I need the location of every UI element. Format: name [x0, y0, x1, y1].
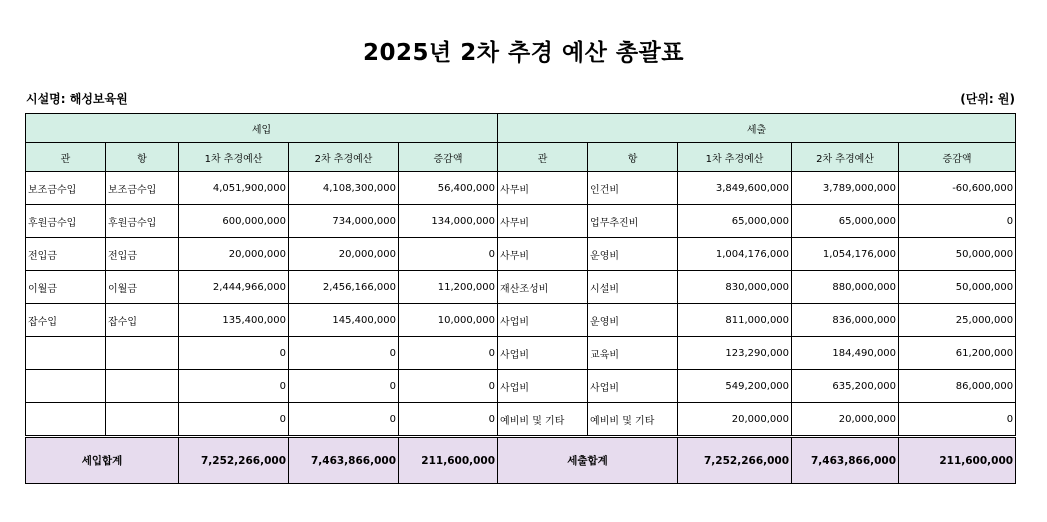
revenue-total-label: 세입합계 [26, 437, 179, 484]
revenue-first-cell: 2,444,966,000 [179, 271, 289, 304]
expense-first-cell: 1,004,176,000 [678, 238, 792, 271]
expense-total-second: 7,463,866,000 [792, 437, 899, 484]
revenue-gwan-cell: 보조금수입 [26, 172, 106, 205]
revenue-diff-cell: 0 [399, 403, 498, 437]
expense-total-first: 7,252,266,000 [678, 437, 792, 484]
col-header: 관 [498, 143, 588, 172]
col-header: 항 [106, 143, 179, 172]
expense-diff-cell: 61,200,000 [899, 337, 1016, 370]
revenue-hang-cell [106, 403, 179, 437]
expense-gwan-cell: 예비비 및 기타 [498, 403, 588, 437]
expense-group-header: 세출 [498, 114, 1016, 143]
revenue-gwan-cell [26, 403, 106, 437]
revenue-gwan-cell [26, 337, 106, 370]
expense-second-cell: 184,490,000 [792, 337, 899, 370]
revenue-first-cell: 135,400,000 [179, 304, 289, 337]
expense-second-cell: 635,200,000 [792, 370, 899, 403]
revenue-hang-cell: 전입금 [106, 238, 179, 271]
revenue-diff-cell: 0 [399, 370, 498, 403]
col-header: 항 [588, 143, 678, 172]
revenue-second-cell: 0 [289, 370, 399, 403]
revenue-gwan-cell: 후원금수입 [26, 205, 106, 238]
col-header: 1차 추경예산 [678, 143, 792, 172]
revenue-total-first: 7,252,266,000 [179, 437, 289, 484]
revenue-hang-cell: 보조금수입 [106, 172, 179, 205]
expense-first-cell: 811,000,000 [678, 304, 792, 337]
expense-second-cell: 880,000,000 [792, 271, 899, 304]
col-header: 증감액 [399, 143, 498, 172]
revenue-hang-cell: 잡수입 [106, 304, 179, 337]
revenue-first-cell: 4,051,900,000 [179, 172, 289, 205]
revenue-second-cell: 4,108,300,000 [289, 172, 399, 205]
expense-total-diff: 211,600,000 [899, 437, 1016, 484]
revenue-total-second: 7,463,866,000 [289, 437, 399, 484]
revenue-hang-cell: 이월금 [106, 271, 179, 304]
revenue-first-cell: 0 [179, 403, 289, 437]
facility-name: 시설명: 해성보육원 [26, 92, 128, 106]
revenue-gwan-cell [26, 370, 106, 403]
col-header: 관 [26, 143, 106, 172]
expense-first-cell: 20,000,000 [678, 403, 792, 437]
revenue-total-diff: 211,600,000 [399, 437, 498, 484]
expense-first-cell: 3,849,600,000 [678, 172, 792, 205]
table-row [26, 205, 1016, 238]
revenue-diff-cell: 10,000,000 [399, 304, 498, 337]
expense-gwan-cell: 사업비 [498, 337, 588, 370]
revenue-diff-cell: 0 [399, 337, 498, 370]
page-title: 2025년 2차 추경 예산 총괄표 [362, 40, 684, 66]
revenue-group-header: 세입 [26, 114, 498, 143]
revenue-second-cell: 20,000,000 [289, 238, 399, 271]
revenue-first-cell: 0 [179, 370, 289, 403]
revenue-second-cell: 145,400,000 [289, 304, 399, 337]
col-header: 2차 추경예산 [289, 143, 399, 172]
table-row [26, 304, 1016, 337]
expense-gwan-cell: 사업비 [498, 370, 588, 403]
expense-gwan-cell: 사무비 [498, 238, 588, 271]
table-row [26, 271, 1016, 304]
revenue-diff-cell: 11,200,000 [399, 271, 498, 304]
expense-second-cell: 65,000,000 [792, 205, 899, 238]
expense-hang-cell: 운영비 [588, 238, 678, 271]
table-row [26, 337, 1016, 370]
revenue-first-cell: 0 [179, 337, 289, 370]
unit-label: (단위: 원) [960, 92, 1015, 106]
expense-hang-cell: 예비비 및 기타 [588, 403, 678, 437]
revenue-second-cell: 0 [289, 337, 399, 370]
revenue-second-cell: 2,456,166,000 [289, 271, 399, 304]
revenue-gwan-cell: 전입금 [26, 238, 106, 271]
expense-diff-cell: 0 [899, 403, 1016, 437]
budget-summary-table [25, 113, 1016, 484]
revenue-diff-cell: 0 [399, 238, 498, 271]
revenue-first-cell: 600,000,000 [179, 205, 289, 238]
expense-hang-cell: 인건비 [588, 172, 678, 205]
table-row [26, 370, 1016, 403]
revenue-gwan-cell: 이월금 [26, 271, 106, 304]
revenue-first-cell: 20,000,000 [179, 238, 289, 271]
expense-gwan-cell: 사업비 [498, 304, 588, 337]
table-row [26, 172, 1016, 205]
table-row [26, 238, 1016, 271]
revenue-diff-cell: 56,400,000 [399, 172, 498, 205]
col-header: 2차 추경예산 [792, 143, 899, 172]
revenue-hang-cell [106, 370, 179, 403]
expense-second-cell: 1,054,176,000 [792, 238, 899, 271]
expense-first-cell: 830,000,000 [678, 271, 792, 304]
table-row [26, 403, 1016, 437]
revenue-second-cell: 734,000,000 [289, 205, 399, 238]
col-header: 1차 추경예산 [179, 143, 289, 172]
expense-gwan-cell: 사무비 [498, 205, 588, 238]
expense-hang-cell: 운영비 [588, 304, 678, 337]
expense-diff-cell: 50,000,000 [899, 271, 1016, 304]
expense-hang-cell: 시설비 [588, 271, 678, 304]
total-row [26, 437, 1016, 484]
expense-hang-cell: 사업비 [588, 370, 678, 403]
expense-second-cell: 3,789,000,000 [792, 172, 899, 205]
expense-diff-cell: 0 [899, 205, 1016, 238]
expense-hang-cell: 교육비 [588, 337, 678, 370]
expense-second-cell: 20,000,000 [792, 403, 899, 437]
expense-diff-cell: 86,000,000 [899, 370, 1016, 403]
expense-diff-cell: 25,000,000 [899, 304, 1016, 337]
expense-gwan-cell: 재산조성비 [498, 271, 588, 304]
revenue-second-cell: 0 [289, 403, 399, 437]
revenue-hang-cell [106, 337, 179, 370]
expense-first-cell: 549,200,000 [678, 370, 792, 403]
expense-diff-cell: -60,600,000 [899, 172, 1016, 205]
expense-first-cell: 123,290,000 [678, 337, 792, 370]
col-header: 증감액 [899, 143, 1016, 172]
revenue-hang-cell: 후원금수입 [106, 205, 179, 238]
expense-second-cell: 836,000,000 [792, 304, 899, 337]
revenue-diff-cell: 134,000,000 [399, 205, 498, 238]
expense-total-label: 세출합계 [498, 437, 678, 484]
expense-diff-cell: 50,000,000 [899, 238, 1016, 271]
expense-gwan-cell: 사무비 [498, 172, 588, 205]
expense-hang-cell: 업무추진비 [588, 205, 678, 238]
revenue-gwan-cell: 잡수입 [26, 304, 106, 337]
expense-first-cell: 65,000,000 [678, 205, 792, 238]
